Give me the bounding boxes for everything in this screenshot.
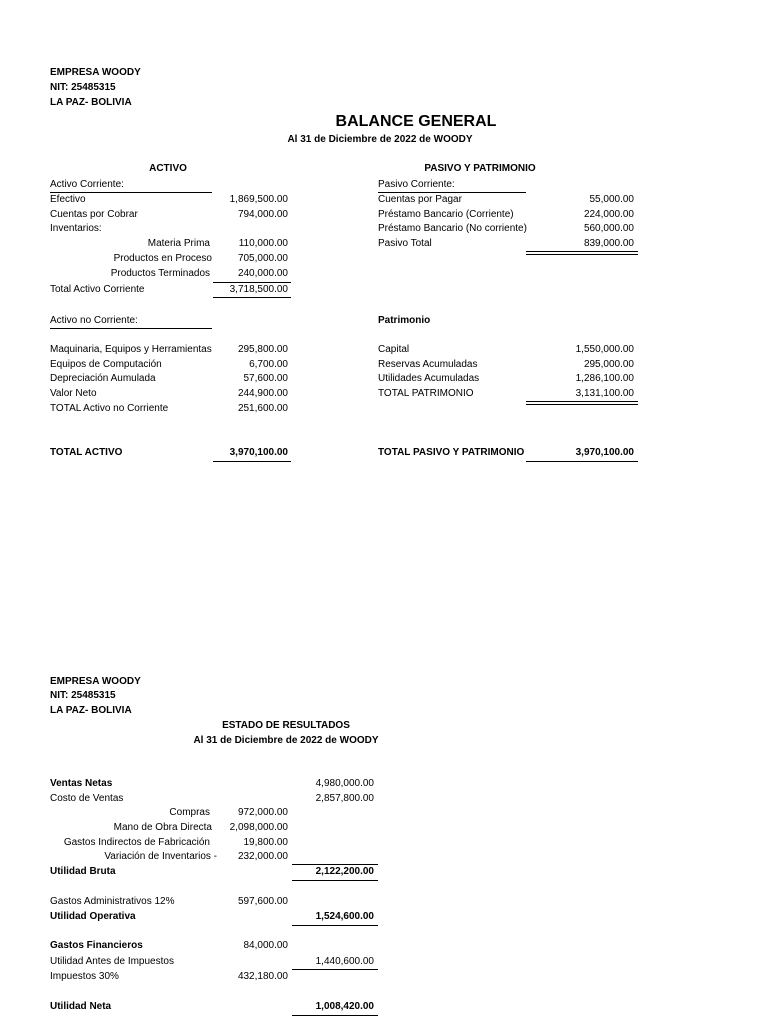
cxc-value: 794,000.00 xyxy=(237,209,288,220)
cxc-label: Cuentas por Cobrar xyxy=(50,209,138,220)
utilidad-bruta-value: 2,122,200.00 xyxy=(315,866,374,877)
company-nit: NIT: 25485315 xyxy=(50,690,116,701)
company-name: EMPRESA WOODY xyxy=(50,676,141,687)
mano-obra-label: Mano de Obra Directa xyxy=(113,822,212,833)
total-underline xyxy=(292,1015,378,1016)
resultados-subtitle: Al 31 de Diciembre de 2022 de WOODY xyxy=(193,735,379,746)
utilidad-neta-label: Utilidad Neta xyxy=(50,1001,112,1012)
pasivo-total-value: 839,000.00 xyxy=(583,238,634,249)
utilidad-neta-value: 1,008,420.00 xyxy=(315,1001,374,1012)
efectivo-value: 1,869,500.00 xyxy=(229,194,288,205)
utilidad-bruta-label: Utilidad Bruta xyxy=(50,866,116,877)
balance-subtitle: Al 31 de Diciembre de 2022 de WOODY xyxy=(287,134,473,145)
total-no-corriente-label: TOTAL Activo no Corriente xyxy=(50,403,169,414)
costo-ventas-label: Costo de Ventas xyxy=(50,793,124,804)
activo-no-corriente-label: Activo no Corriente: xyxy=(50,315,138,326)
pasivo-heading: PASIVO Y PATRIMONIO xyxy=(424,163,536,174)
utilidades-label: Utilidades Acumuladas xyxy=(378,373,480,384)
ventas-netas-label: Ventas Netas xyxy=(50,778,113,789)
total-pasivo-patrimonio-label: TOTAL PASIVO Y PATRIMONIO xyxy=(378,447,525,458)
activo-heading: ACTIVO xyxy=(149,163,187,174)
utilidad-antes-impuestos-value: 1,440,600.00 xyxy=(315,956,374,967)
gastos-admin-value: 597,600.00 xyxy=(237,896,288,907)
section-underline xyxy=(378,192,526,193)
utilidad-operativa-label: Utilidad Operativa xyxy=(50,911,136,922)
section-underline xyxy=(50,328,212,329)
mano-obra-value: 2,098,000.00 xyxy=(229,822,288,833)
total-activo-label: TOTAL ACTIVO xyxy=(50,447,123,458)
activo-corriente-label: Activo Corriente: xyxy=(50,179,124,190)
balance-title: BALANCE GENERAL xyxy=(335,113,497,130)
prestamo-corriente-label: Préstamo Bancario (Corriente) xyxy=(378,209,514,220)
company-name: EMPRESA WOODY xyxy=(50,67,141,78)
company-location: LA PAZ- BOLIVIA xyxy=(50,705,132,716)
capital-label: Capital xyxy=(378,344,410,355)
total-activo-value: 3,970,100.00 xyxy=(229,447,288,458)
utilidad-operativa-value: 1,524,600.00 xyxy=(315,911,374,922)
total-patrimonio-value: 3,131,100.00 xyxy=(575,388,634,399)
total-underline xyxy=(292,969,378,970)
company-nit: NIT: 25485315 xyxy=(50,82,116,93)
total-underline xyxy=(213,461,291,462)
ventas-netas-value: 4,980,000.00 xyxy=(315,778,374,789)
depreciacion-value: 57,600.00 xyxy=(243,373,288,384)
utilidad-antes-impuestos-label: Utilidad Antes de Impuestos xyxy=(50,956,174,967)
company-location: LA PAZ- BOLIVIA xyxy=(50,97,132,108)
prestamo-corriente-value: 224,000.00 xyxy=(583,209,634,220)
impuestos-label: Impuestos 30% xyxy=(50,971,119,982)
valor-neto-label: Valor Neto xyxy=(50,388,97,399)
valor-neto-value: 244,900.00 xyxy=(237,388,288,399)
maquinaria-value: 295,800.00 xyxy=(237,344,288,355)
double-underline xyxy=(526,401,638,405)
compras-value: 972,000.00 xyxy=(237,807,288,818)
gastos-indirectos-value: 19,800.00 xyxy=(243,837,288,848)
inventarios-label: Inventarios: xyxy=(50,223,102,234)
reservas-value: 295,000.00 xyxy=(583,359,634,370)
prestamo-no-corriente-value: 560,000.00 xyxy=(583,223,634,234)
gastos-admin-label: Gastos Administrativos 12% xyxy=(50,896,175,907)
costo-ventas-value: 2,857,800.00 xyxy=(315,793,374,804)
pasivo-total-label: Pasivo Total xyxy=(378,238,432,249)
productos-proceso-label: Productos en Proceso xyxy=(113,253,212,264)
variacion-inventarios-value: 232,000.00 xyxy=(237,851,288,862)
total-underline xyxy=(526,461,638,462)
total-pasivo-patrimonio-value: 3,970,100.00 xyxy=(575,447,634,458)
subtotal-line xyxy=(292,864,378,865)
cuentas-por-pagar-value: 55,000.00 xyxy=(589,194,634,205)
reservas-label: Reservas Acumuladas xyxy=(378,359,478,370)
depreciacion-label: Depreciación Aumulada xyxy=(50,373,156,384)
gastos-financieros-label: Gastos Financieros xyxy=(50,940,143,951)
productos-proceso-value: 705,000.00 xyxy=(237,253,288,264)
total-patrimonio-label: TOTAL PATRIMONIO xyxy=(378,388,474,399)
cuentas-por-pagar-label: Cuentas por Pagar xyxy=(378,194,462,205)
total-activo-corriente-label: Total Activo Corriente xyxy=(50,284,145,295)
pasivo-corriente-label: Pasivo Corriente: xyxy=(378,179,455,190)
productos-terminados-label: Productos Terminados xyxy=(110,268,210,279)
total-no-corriente-value: 251,600.00 xyxy=(237,403,288,414)
total-underline xyxy=(292,925,378,926)
materia-prima-value: 110,000.00 xyxy=(238,238,288,249)
equipos-computacion-value: 6,700.00 xyxy=(249,359,288,370)
equipos-computacion-label: Equipos de Computación xyxy=(50,359,162,370)
variacion-inventarios-label: Variación de Inventarios - xyxy=(104,851,217,862)
gastos-financieros-value: 84,000.00 xyxy=(243,940,288,951)
productos-terminados-value: 240,000.00 xyxy=(237,268,288,279)
section-underline xyxy=(50,192,212,193)
capital-value: 1,550,000.00 xyxy=(575,344,634,355)
patrimonio-heading: Patrimonio xyxy=(378,315,431,326)
impuestos-value: 432,180.00 xyxy=(237,971,288,982)
total-underline xyxy=(292,880,378,881)
utilidades-value: 1,286,100.00 xyxy=(575,373,634,384)
total-underline xyxy=(213,297,291,298)
compras-label: Compras xyxy=(169,807,210,818)
gastos-indirectos-label: Gastos Indirectos de Fabricación xyxy=(63,837,210,848)
efectivo-label: Efectivo xyxy=(50,194,86,205)
materia-prima-label: Materia Prima xyxy=(147,238,210,249)
maquinaria-label: Maquinaria, Equipos y Herramientas xyxy=(50,344,212,355)
double-underline xyxy=(526,251,638,255)
resultados-title: ESTADO DE RESULTADOS xyxy=(222,720,350,731)
prestamo-no-corriente-label: Préstamo Bancario (No corriente) xyxy=(378,223,527,234)
total-line xyxy=(213,282,291,283)
total-activo-corriente-value: 3,718,500.00 xyxy=(229,284,288,295)
